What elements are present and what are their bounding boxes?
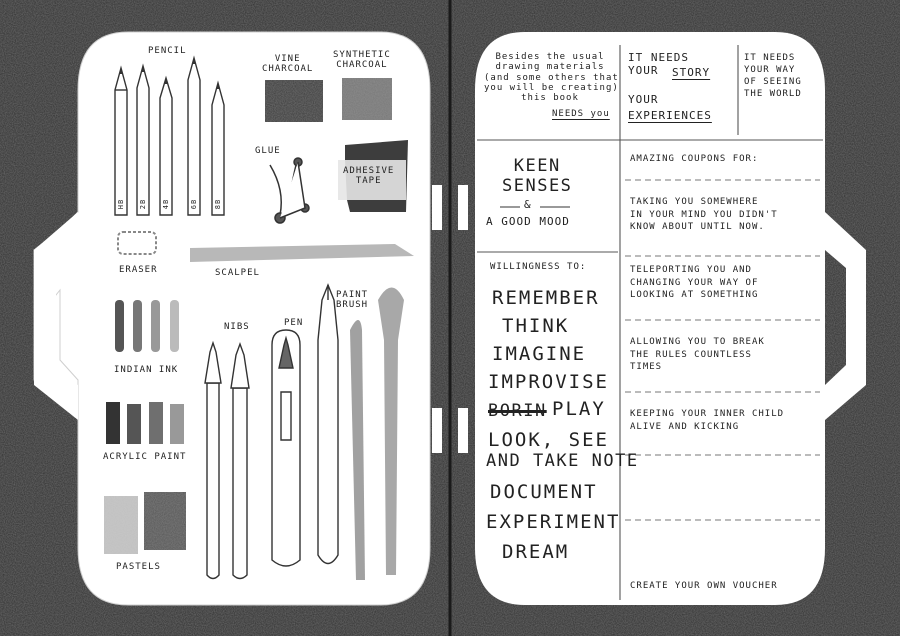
pastels-label: PASTELS <box>116 562 161 572</box>
intro-needs-you: NEEDS you <box>552 109 610 119</box>
willingness-verb: IMPROVISE <box>488 371 609 393</box>
hinge <box>432 185 442 230</box>
synthetic-charcoal-label: SYNTHETIC CHARCOAL <box>333 50 391 71</box>
willingness-verb: DREAM <box>502 541 570 563</box>
coupon-text: KEEPING YOUR INNER CHILD ALIVE AND KICKING <box>630 409 785 432</box>
needs-experiences-prefix: YOUR <box>628 93 659 106</box>
adhesive-tape-label: ADHESIVE TAPE <box>343 166 395 187</box>
needs-story-prefix: IT NEEDS YOUR <box>628 51 689 77</box>
nibs-label: NIBS <box>224 322 250 332</box>
pencil-label: PENCIL <box>148 46 187 56</box>
coupon-text: TELEPORTING YOU AND CHANGING YOUR WAY OF LOOKING AT SOMETHING <box>630 265 759 301</box>
hinge <box>458 185 468 230</box>
needs-way-of-seeing: IT NEEDS YOUR WAY OF SEEING THE WORLD <box>744 53 802 100</box>
needs-story: STORY <box>672 66 711 79</box>
crossed-out-word: BORIN <box>488 401 547 421</box>
pencil-grade-label: 4B <box>162 198 171 210</box>
pencil-grade-label: 6B <box>190 198 199 210</box>
eraser-label: ERASER <box>119 265 158 275</box>
coupon-text: TAKING YOU SOMEWHERE IN YOUR MIND YOU DIDN'T KNOW ABOUT UNTIL NOW. <box>630 197 778 233</box>
willingness-verb: REMEMBER <box>492 287 600 309</box>
coupon-text: CREATE YOUR OWN VOUCHER <box>630 581 778 591</box>
pencil-grade-label: 2B <box>139 198 148 210</box>
willingness-verb: IMAGINE <box>492 343 587 365</box>
pencil-grade-label: 8B <box>214 198 223 210</box>
acrylic-paint-label: ACRYLIC PAINT <box>103 452 187 462</box>
hinge <box>458 408 468 453</box>
willingness-verb: EXPERIMENT <box>486 511 621 533</box>
scalpel-label: SCALPEL <box>215 268 260 278</box>
pen-drawing <box>272 330 300 566</box>
ampersand: & <box>524 198 532 211</box>
hinge <box>432 408 442 453</box>
paint-brush-label: PAINT BRUSH <box>336 290 369 311</box>
coupons-heading: AMAZING COUPONS FOR: <box>630 154 759 164</box>
needs-experiences: EXPERIENCES <box>628 109 712 122</box>
willingness-verb: THINK <box>502 315 570 337</box>
willingness-verb: DOCUMENT <box>490 481 598 503</box>
pencil-grade-label: HB <box>117 198 126 210</box>
indian-ink-label: INDIAN INK <box>114 365 179 375</box>
intro-text: Besides the usual drawing materials (and some others that you will be creating) this book <box>484 52 619 104</box>
willingness-verb: LOOK, SEE <box>488 429 609 451</box>
willingness-heading: WILLINGNESS TO: <box>490 262 587 272</box>
keen-senses: KEEN SENSES <box>502 156 573 196</box>
paint-brush-drawing <box>318 285 338 564</box>
pen-label: PEN <box>284 318 304 328</box>
eraser-drawing <box>118 232 156 254</box>
willingness-verb: AND TAKE NOTE <box>486 451 639 471</box>
vine-charcoal-label: VINE CHARCOAL <box>262 54 314 75</box>
good-mood: A GOOD MOOD <box>486 215 570 228</box>
glue-label: GLUE <box>255 146 281 156</box>
coupon-text: ALLOWING YOU TO BREAK THE RULES COUNTLESS TIMES <box>630 337 765 373</box>
willingness-verb: PLAY <box>552 398 606 420</box>
